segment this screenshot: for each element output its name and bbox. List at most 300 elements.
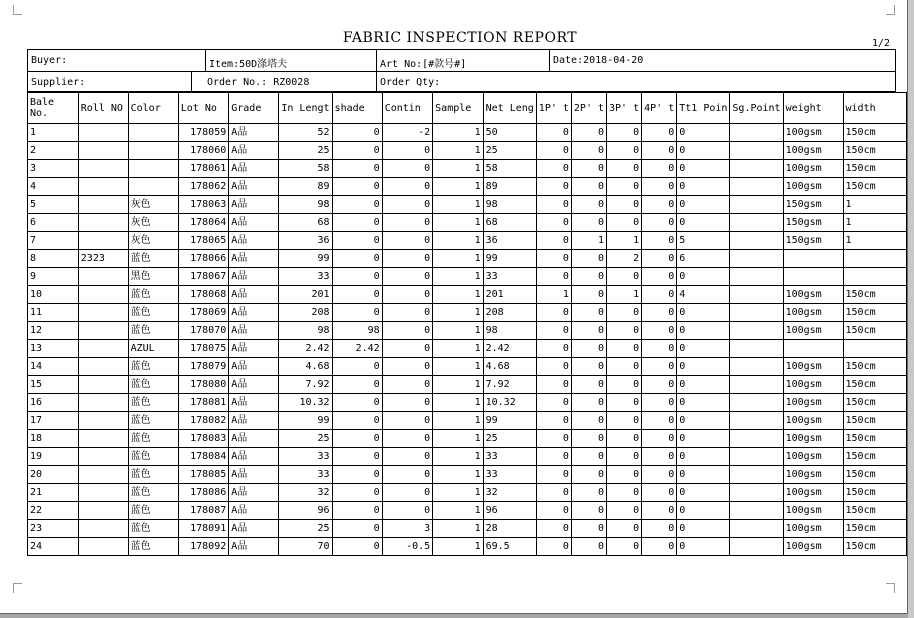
cell-contin: 0 [382,268,432,286]
cell-1pt: 0 [536,196,571,214]
cell-lot-no: 178068 [178,286,228,304]
cell-net-length: 25 [483,142,536,160]
cell-sample: 1 [433,304,483,322]
cell-width: 150cm [843,430,906,448]
cell-total-points: 0 [677,520,730,538]
cell-weight: 150gsm [783,232,843,250]
table-row [28,466,907,484]
cell-contin: 0 [382,484,432,502]
cell-in-length: 208 [279,304,332,322]
cell-sample: 1 [433,214,483,232]
cell-net-length: 33 [483,448,536,466]
cell-net-length: 201 [483,286,536,304]
cell-bale-no: 1 [28,124,79,142]
cell-bale-no: 23 [28,520,79,538]
cell-2pt: 0 [571,160,606,178]
cell-in-length: 33 [279,466,332,484]
table-row [28,178,907,196]
cell-3pt: 0 [607,430,642,448]
cell-roll-no [78,322,128,340]
cell-net-length: 89 [483,178,536,196]
cell-in-length: 96 [279,502,332,520]
cell-shade: 0 [332,394,382,412]
cell-color: 蓝色 [128,448,178,466]
table-row [28,448,907,466]
cell-shade: 0 [332,502,382,520]
cell-lot-no: 178070 [178,322,228,340]
cell-bale-no: 16 [28,394,79,412]
cell-total-points: 0 [677,358,730,376]
cell-total-points: 0 [677,412,730,430]
cell-shade: 0 [332,268,382,286]
cell-grade: A品 [229,322,279,340]
cell-color: 蓝色 [128,502,178,520]
cell-width: 150cm [843,376,906,394]
cell-3pt: 0 [607,160,642,178]
table-row [28,430,907,448]
table-header-row [28,93,907,124]
cell-3pt: 0 [607,124,642,142]
cell-contin: 0 [382,394,432,412]
cell-weight: 100gsm [783,286,843,304]
cell-color: 蓝色 [128,358,178,376]
cell-4pt: 0 [642,466,677,484]
column-header-1pt: 1P' t [536,93,571,124]
cell-shade: 0 [332,466,382,484]
table-row [28,412,907,430]
cell-total-points: 0 [677,124,730,142]
cell-in-length: 201 [279,286,332,304]
cell-1pt: 0 [536,376,571,394]
cell-total-points: 0 [677,304,730,322]
cell-sample: 1 [433,484,483,502]
cell-sg-point [730,484,783,502]
cell-net-length: 36 [483,232,536,250]
cell-weight [783,340,843,358]
cell-roll-no [78,196,128,214]
cell-contin: 0 [382,160,432,178]
cell-roll-no: 2323 [78,250,128,268]
cell-3pt: 0 [607,196,642,214]
cell-in-length: 33 [279,448,332,466]
cell-sg-point [730,430,783,448]
cell-lot-no: 178081 [178,394,228,412]
cell-width: 150cm [843,178,906,196]
cell-weight: 150gsm [783,214,843,232]
cell-4pt: 0 [642,304,677,322]
item-field: Item:50D涤塔夫 [209,59,288,70]
table-row [28,268,907,286]
cell-sample: 1 [433,142,483,160]
cell-color: 蓝色 [128,376,178,394]
cell-weight: 100gsm [783,538,843,556]
cell-bale-no: 14 [28,358,79,376]
cell-2pt: 0 [571,304,606,322]
cell-contin: 0 [382,196,432,214]
cell-shade: 0 [332,160,382,178]
cell-sg-point [730,322,783,340]
cell-4pt: 0 [642,160,677,178]
cell-grade: A品 [229,502,279,520]
cell-lot-no: 178087 [178,502,228,520]
cell-sample: 1 [433,430,483,448]
cell-contin: 0 [382,250,432,268]
cell-roll-no [78,538,128,556]
cell-grade: A品 [229,466,279,484]
cell-width: 150cm [843,412,906,430]
cell-grade: A品 [229,286,279,304]
cell-weight: 100gsm [783,160,843,178]
cell-lot-no: 178067 [178,268,228,286]
crop-mark-bottom-right [886,583,895,593]
cell-shade: 0 [332,286,382,304]
cell-in-length: 98 [279,196,332,214]
cell-lot-no: 178069 [178,304,228,322]
cell-bale-no: 18 [28,430,79,448]
cell-2pt: 0 [571,502,606,520]
cell-roll-no [78,178,128,196]
table-row [28,142,907,160]
cell-total-points: 4 [677,286,730,304]
cell-sg-point [730,412,783,430]
cell-roll-no [78,358,128,376]
buyer-label: Buyer: [31,55,68,66]
cell-color: 蓝色 [128,466,178,484]
cell-3pt: 0 [607,358,642,376]
cell-width: 1 [843,214,906,232]
cell-lot-no: 178086 [178,484,228,502]
cell-color: 蓝色 [128,538,178,556]
cell-4pt: 0 [642,502,677,520]
cell-3pt: 0 [607,214,642,232]
cell-weight: 100gsm [783,142,843,160]
cell-3pt: 0 [607,340,642,358]
cell-color: 蓝色 [128,394,178,412]
cell-total-points: 0 [677,142,730,160]
cell-weight: 100gsm [783,502,843,520]
cell-bale-no: 24 [28,538,79,556]
cell-4pt: 0 [642,448,677,466]
cell-width [843,250,906,268]
cell-grade: A品 [229,304,279,322]
cell-bale-no: 7 [28,232,79,250]
cell-grade: A品 [229,394,279,412]
cell-1pt: 0 [536,178,571,196]
cell-width: 150cm [843,160,906,178]
cell-sg-point [730,304,783,322]
cell-4pt: 0 [642,340,677,358]
cell-shade: 0 [332,358,382,376]
cell-grade: A品 [229,358,279,376]
column-header-total-points: Tt1 Poin [677,93,730,124]
cell-net-length: 28 [483,520,536,538]
vertical-scrollbar[interactable] [908,0,914,618]
cell-in-length: 68 [279,214,332,232]
cell-sg-point [730,160,783,178]
table-row [28,250,907,268]
cell-weight: 100gsm [783,484,843,502]
cell-bale-no: 6 [28,214,79,232]
supplier-label: Supplier: [31,77,86,88]
cell-4pt: 0 [642,124,677,142]
cell-total-points: 0 [677,430,730,448]
cell-total-points: 5 [677,232,730,250]
cell-3pt: 0 [607,394,642,412]
cell-4pt: 0 [642,322,677,340]
cell-net-length: 96 [483,502,536,520]
crop-mark-top-left [13,5,22,15]
crop-mark-top-right [886,5,895,15]
cell-sg-point [730,538,783,556]
cell-sample: 1 [433,286,483,304]
cell-2pt: 0 [571,340,606,358]
table-row [28,358,907,376]
cell-total-points: 0 [677,268,730,286]
cell-lot-no: 178085 [178,466,228,484]
table-row [28,322,907,340]
cell-weight: 100gsm [783,178,843,196]
cell-grade: A品 [229,484,279,502]
cell-sample: 1 [433,358,483,376]
cell-total-points: 0 [677,160,730,178]
cell-weight: 100gsm [783,520,843,538]
cell-grade: A品 [229,268,279,286]
cell-color: 蓝色 [128,304,178,322]
cell-bale-no: 2 [28,142,79,160]
cell-grade: A品 [229,430,279,448]
cell-weight [783,250,843,268]
cell-in-length: 58 [279,160,332,178]
cell-grade: A品 [229,124,279,142]
table-row [28,394,907,412]
cell-shade: 0 [332,412,382,430]
cell-weight: 150gsm [783,196,843,214]
cell-sg-point [730,232,783,250]
cell-1pt: 0 [536,322,571,340]
column-header-bale-no: Bale No. [28,93,79,124]
cell-weight: 100gsm [783,448,843,466]
cell-lot-no: 178061 [178,160,228,178]
cell-4pt: 0 [642,538,677,556]
cell-bale-no: 15 [28,376,79,394]
cell-net-length: 58 [483,160,536,178]
cell-width: 150cm [843,484,906,502]
cell-in-length: 99 [279,412,332,430]
cell-net-length: 98 [483,196,536,214]
cell-net-length: 68 [483,214,536,232]
cell-sg-point [730,142,783,160]
inspection-table [27,92,907,556]
cell-3pt: 0 [607,376,642,394]
cell-width: 150cm [843,466,906,484]
cell-3pt: 0 [607,178,642,196]
cell-shade: 98 [332,322,382,340]
cell-sg-point [730,286,783,304]
cell-in-length: 25 [279,142,332,160]
cell-1pt: 0 [536,538,571,556]
cell-4pt: 0 [642,178,677,196]
cell-bale-no: 10 [28,286,79,304]
column-header-3pt: 3P' t [607,93,642,124]
cell-contin: 0 [382,286,432,304]
cell-sg-point [730,502,783,520]
cell-bale-no: 19 [28,448,79,466]
cell-grade: A品 [229,250,279,268]
cell-3pt: 0 [607,322,642,340]
cell-lot-no: 178082 [178,412,228,430]
cell-width: 1 [843,196,906,214]
cell-4pt: 0 [642,484,677,502]
cell-sg-point [730,340,783,358]
cell-roll-no [78,520,128,538]
cell-contin: 0 [382,376,432,394]
cell-sg-point [730,394,783,412]
cell-total-points: 0 [677,502,730,520]
cell-1pt: 0 [536,214,571,232]
cell-color: AZUL [128,340,178,358]
column-header-roll-no: Roll NO [78,93,128,124]
cell-2pt: 0 [571,286,606,304]
cell-1pt: 0 [536,160,571,178]
cell-3pt: 1 [607,232,642,250]
cell-in-length: 36 [279,232,332,250]
cell-1pt: 0 [536,484,571,502]
cell-color [128,160,178,178]
cell-in-length: 25 [279,430,332,448]
cell-total-points: 0 [677,196,730,214]
cell-weight: 100gsm [783,124,843,142]
table-row [28,124,907,142]
cell-width: 150cm [843,304,906,322]
cell-grade: A品 [229,448,279,466]
cell-2pt: 0 [571,124,606,142]
cell-in-length: 10.32 [279,394,332,412]
cell-roll-no [78,214,128,232]
cell-weight: 100gsm [783,466,843,484]
cell-4pt: 0 [642,430,677,448]
cell-net-length: 208 [483,304,536,322]
cell-sg-point [730,250,783,268]
cell-bale-no: 22 [28,502,79,520]
cell-1pt: 0 [536,124,571,142]
cell-grade: A品 [229,412,279,430]
cell-sample: 1 [433,466,483,484]
cell-1pt: 0 [536,466,571,484]
cell-2pt: 0 [571,484,606,502]
cell-bale-no: 3 [28,160,79,178]
cell-sample: 1 [433,322,483,340]
cell-lot-no: 178091 [178,520,228,538]
cell-sample: 1 [433,160,483,178]
cell-in-length: 99 [279,250,332,268]
cell-roll-no [78,142,128,160]
cell-color: 蓝色 [128,430,178,448]
cell-4pt: 0 [642,196,677,214]
cell-1pt: 0 [536,250,571,268]
cell-contin: 0 [382,142,432,160]
report-title: FABRIC INSPECTION REPORT [342,30,578,46]
cell-2pt: 0 [571,376,606,394]
cell-bale-no: 20 [28,466,79,484]
cell-2pt: 0 [571,430,606,448]
cell-sg-point [730,520,783,538]
column-header-grade: Grade [229,93,279,124]
cell-color: 蓝色 [128,412,178,430]
cell-color [128,142,178,160]
column-header-net-length: Net Leng [483,93,536,124]
cell-3pt: 0 [607,538,642,556]
table-row [28,214,907,232]
cell-shade: 0 [332,178,382,196]
cell-weight [783,268,843,286]
column-header-sg-point: Sg.Point [730,93,783,124]
table-row [28,376,907,394]
cell-color: 蓝色 [128,250,178,268]
cell-total-points: 6 [677,250,730,268]
cell-4pt: 0 [642,250,677,268]
column-header-4pt: 4P' t [642,93,677,124]
cell-grade: A品 [229,214,279,232]
cell-bale-no: 4 [28,178,79,196]
cell-1pt: 0 [536,412,571,430]
cell-in-length: 7.92 [279,376,332,394]
cell-contin: 0 [382,304,432,322]
cell-sample: 1 [433,376,483,394]
cell-4pt: 0 [642,358,677,376]
cell-contin: 0 [382,502,432,520]
cell-in-length: 98 [279,322,332,340]
cell-contin: 0 [382,340,432,358]
cell-contin: 0 [382,214,432,232]
cell-total-points: 0 [677,178,730,196]
cell-bale-no: 12 [28,322,79,340]
report-header-box [27,49,896,92]
cell-weight: 100gsm [783,430,843,448]
cell-lot-no: 178092 [178,538,228,556]
cell-2pt: 0 [571,178,606,196]
cell-roll-no [78,376,128,394]
cell-4pt: 0 [642,394,677,412]
cell-2pt: 0 [571,412,606,430]
cell-lot-no: 178065 [178,232,228,250]
cell-in-length: 25 [279,520,332,538]
cell-grade: A品 [229,196,279,214]
cell-bale-no: 8 [28,250,79,268]
cell-1pt: 0 [536,232,571,250]
cell-lot-no: 178083 [178,430,228,448]
cell-1pt: 0 [536,358,571,376]
cell-sample: 1 [433,196,483,214]
cell-2pt: 0 [571,466,606,484]
cell-color: 蓝色 [128,322,178,340]
cell-bale-no: 9 [28,268,79,286]
cell-contin: 0 [382,412,432,430]
cell-1pt: 1 [536,286,571,304]
cell-lot-no: 178062 [178,178,228,196]
order-no-field: Order No.: RZ0028 [207,77,310,88]
cell-grade: A品 [229,178,279,196]
cell-sample: 1 [433,448,483,466]
cell-color: 蓝色 [128,484,178,502]
cell-total-points: 0 [677,214,730,232]
table-row [28,502,907,520]
cell-4pt: 0 [642,214,677,232]
cell-net-length: 33 [483,268,536,286]
cell-bale-no: 13 [28,340,79,358]
cell-bale-no: 5 [28,196,79,214]
table-row [28,520,907,538]
cell-lot-no: 178059 [178,124,228,142]
